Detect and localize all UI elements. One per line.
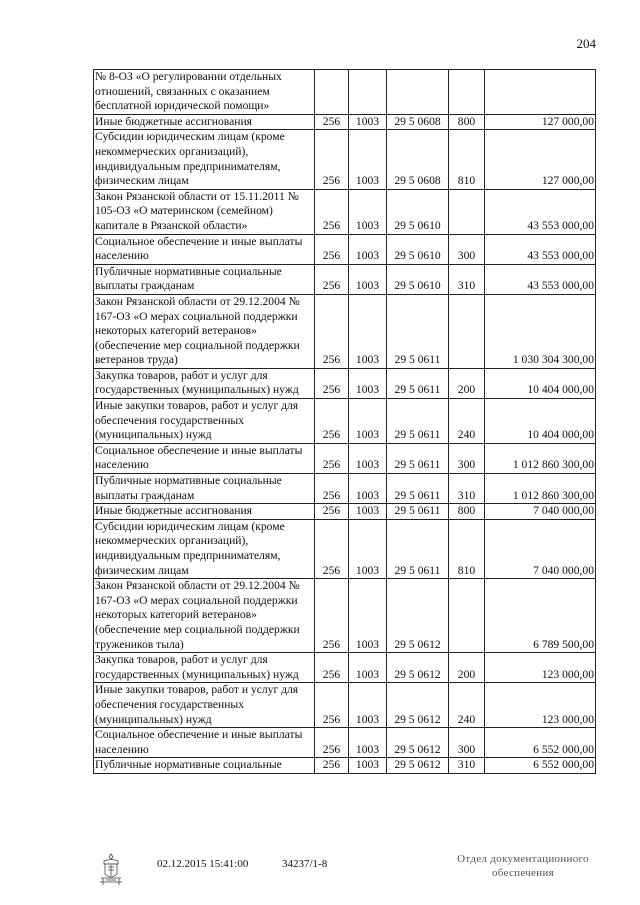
row-name-cell: Социальное обеспечение и иные выплаты населению xyxy=(94,443,315,473)
row-org-code-cell: 256 xyxy=(315,504,349,520)
footer-dept-line2: обеспечения xyxy=(491,867,555,879)
table-row xyxy=(94,399,596,444)
row-section-cell: 1003 xyxy=(349,579,387,653)
table-row xyxy=(94,519,596,578)
coat-of-arms-icon xyxy=(98,852,124,886)
row-target-article-cell: 29 5 0612 xyxy=(387,758,449,774)
row-amount-cell: 7 040 000,00 xyxy=(485,519,596,578)
row-section-cell: 1003 xyxy=(349,368,387,398)
row-name-cell: Социальное обеспечение и иные выплаты населению xyxy=(94,234,315,264)
row-section-cell: 1003 xyxy=(349,683,387,728)
row-expense-type-cell: 300 xyxy=(449,234,485,264)
row-expense-type-cell xyxy=(449,189,485,234)
row-org-code-cell: 256 xyxy=(315,294,349,368)
row-expense-type-cell: 310 xyxy=(449,264,485,294)
row-org-code-cell: 256 xyxy=(315,264,349,294)
row-expense-type-cell: 800 xyxy=(449,114,485,130)
row-amount-cell: 6 552 000,00 xyxy=(485,728,596,758)
row-expense-type-cell: 300 xyxy=(449,728,485,758)
row-expense-type-cell: 240 xyxy=(449,683,485,728)
row-name-cell: Закупка товаров, работ и услуг для государственных (муниципальных) нужд xyxy=(94,653,315,683)
row-amount-cell: 6 789 500,00 xyxy=(485,579,596,653)
row-org-code-cell: 256 xyxy=(315,234,349,264)
table-row xyxy=(94,130,596,189)
row-section-cell: 1003 xyxy=(349,189,387,234)
row-name-cell: Иные бюджетные ассигнования xyxy=(94,504,315,520)
row-section-cell: 1003 xyxy=(349,264,387,294)
row-expense-type-cell: 810 xyxy=(449,130,485,189)
table-row xyxy=(94,264,596,294)
row-target-article-cell: 29 5 0612 xyxy=(387,683,449,728)
table-row xyxy=(94,189,596,234)
row-expense-type-cell: 810 xyxy=(449,519,485,578)
row-section-cell: 1003 xyxy=(349,653,387,683)
table-row xyxy=(94,653,596,683)
row-org-code-cell: 256 xyxy=(315,579,349,653)
row-amount-cell: 123 000,00 xyxy=(485,683,596,728)
row-amount-cell: 127 000,00 xyxy=(485,114,596,130)
row-section-cell: 1003 xyxy=(349,234,387,264)
row-org-code-cell: 256 xyxy=(315,189,349,234)
row-target-article-cell: 29 5 0611 xyxy=(387,474,449,504)
row-expense-type-cell xyxy=(449,70,485,115)
row-target-article-cell: 29 5 0612 xyxy=(387,579,449,653)
footer xyxy=(0,852,640,892)
row-section-cell: 1003 xyxy=(349,758,387,774)
row-amount-cell: 10 404 000,00 xyxy=(485,399,596,444)
row-amount-cell: 6 552 000,00 xyxy=(485,758,596,774)
row-expense-type-cell xyxy=(449,579,485,653)
table-row xyxy=(94,728,596,758)
row-amount-cell: 1 012 860 300,00 xyxy=(485,474,596,504)
row-name-cell: Социальное обеспечение и иные выплаты населению xyxy=(94,728,315,758)
row-name-cell: Субсидии юридическим лицам (кроме некоммерческих организаций), индивидуальным предпринимателям, физическим лицам xyxy=(94,519,315,578)
row-target-article-cell: 29 5 0611 xyxy=(387,368,449,398)
row-target-article-cell: 29 5 0610 xyxy=(387,234,449,264)
row-amount-cell: 43 553 000,00 xyxy=(485,264,596,294)
row-name-cell: Закон Рязанской области от 29.12.2004 № 167-ОЗ «О мерах социальной поддержки некоторых категорий ветеранов» (обеспечение мер социальной поддержки тружеников тыла) xyxy=(94,579,315,653)
row-name-cell: Публичные нормативные социальные выплаты гражданам xyxy=(94,264,315,294)
row-name-cell: Иные закупки товаров, работ и услуг для обеспечения государственных (муниципальных) нужд xyxy=(94,683,315,728)
row-expense-type-cell: 300 xyxy=(449,443,485,473)
footer-dept-line1: Отдел документационного xyxy=(457,853,589,865)
row-name-cell: Закупка товаров, работ и услуг для государственных (муниципальных) нужд xyxy=(94,368,315,398)
row-target-article-cell: 29 5 0608 xyxy=(387,114,449,130)
row-name-cell: Закон Рязанской области от 29.12.2004 № 167-ОЗ «О мерах социальной поддержки некоторых категорий ветеранов» (обеспечение мер социальной поддержки ветеранов труда) xyxy=(94,294,315,368)
row-amount-cell: 43 553 000,00 xyxy=(485,189,596,234)
row-org-code-cell: 256 xyxy=(315,443,349,473)
page-number: 204 xyxy=(576,36,596,51)
row-name-cell: Публичные нормативные социальные выплаты гражданам xyxy=(94,474,315,504)
row-target-article-cell: 29 5 0611 xyxy=(387,399,449,444)
row-org-code-cell xyxy=(315,70,349,115)
row-section-cell: 1003 xyxy=(349,399,387,444)
row-amount-cell: 127 000,00 xyxy=(485,130,596,189)
row-section-cell xyxy=(349,70,387,115)
row-section-cell: 1003 xyxy=(349,519,387,578)
table-row xyxy=(94,504,596,520)
footer-doc-number: 34237/1-8 xyxy=(282,858,328,870)
row-target-article-cell: 29 5 0610 xyxy=(387,189,449,234)
table-row xyxy=(94,234,596,264)
row-amount-cell: 1 012 860 300,00 xyxy=(485,443,596,473)
row-section-cell: 1003 xyxy=(349,443,387,473)
row-name-cell: Иные бюджетные ассигнования xyxy=(94,114,315,130)
table-row xyxy=(94,368,596,398)
row-amount-cell: 123 000,00 xyxy=(485,653,596,683)
row-org-code-cell: 256 xyxy=(315,683,349,728)
row-amount-cell xyxy=(485,70,596,115)
row-target-article-cell: 29 5 0610 xyxy=(387,264,449,294)
table-row xyxy=(94,683,596,728)
row-org-code-cell: 256 xyxy=(315,368,349,398)
row-target-article-cell: 29 5 0611 xyxy=(387,519,449,578)
row-expense-type-cell xyxy=(449,294,485,368)
row-target-article-cell: 29 5 0612 xyxy=(387,728,449,758)
table-row xyxy=(94,474,596,504)
row-target-article-cell: 29 5 0611 xyxy=(387,504,449,520)
row-target-article-cell: 29 5 0612 xyxy=(387,653,449,683)
footer-department xyxy=(448,852,598,880)
row-name-cell: Публичные нормативные социальные xyxy=(94,758,315,774)
row-expense-type-cell: 200 xyxy=(449,653,485,683)
row-org-code-cell: 256 xyxy=(315,758,349,774)
row-expense-type-cell: 310 xyxy=(449,474,485,504)
row-org-code-cell: 256 xyxy=(315,519,349,578)
row-org-code-cell: 256 xyxy=(315,728,349,758)
budget-table xyxy=(93,69,596,774)
table-row xyxy=(94,70,596,115)
row-target-article-cell xyxy=(387,70,449,115)
row-section-cell: 1003 xyxy=(349,474,387,504)
row-expense-type-cell: 800 xyxy=(449,504,485,520)
row-amount-cell: 43 553 000,00 xyxy=(485,234,596,264)
row-name-cell: Иные закупки товаров, работ и услуг для обеспечения государственных (муниципальных) нужд xyxy=(94,399,315,444)
row-target-article-cell: 29 5 0608 xyxy=(387,130,449,189)
table-row xyxy=(94,579,596,653)
row-org-code-cell: 256 xyxy=(315,399,349,444)
row-expense-type-cell: 240 xyxy=(449,399,485,444)
row-section-cell: 1003 xyxy=(349,728,387,758)
row-section-cell: 1003 xyxy=(349,114,387,130)
row-section-cell: 1003 xyxy=(349,294,387,368)
footer-date: 02.12.2015 15:41:00 xyxy=(157,858,249,870)
row-section-cell: 1003 xyxy=(349,504,387,520)
row-amount-cell: 7 040 000,00 xyxy=(485,504,596,520)
row-amount-cell: 1 030 304 300,00 xyxy=(485,294,596,368)
row-target-article-cell: 29 5 0611 xyxy=(387,443,449,473)
table-row xyxy=(94,294,596,368)
row-target-article-cell: 29 5 0611 xyxy=(387,294,449,368)
table-row xyxy=(94,114,596,130)
row-name-cell: № 8-ОЗ «О регулировании отдельных отношений, связанных с оказанием бесплатной юридической помощи» xyxy=(94,70,315,115)
row-org-code-cell: 256 xyxy=(315,130,349,189)
row-name-cell: Субсидии юридическим лицам (кроме некоммерческих организаций), индивидуальным предпринимателям, физическим лицам xyxy=(94,130,315,189)
row-expense-type-cell: 200 xyxy=(449,368,485,398)
row-org-code-cell: 256 xyxy=(315,653,349,683)
row-org-code-cell: 256 xyxy=(315,474,349,504)
row-section-cell: 1003 xyxy=(349,130,387,189)
row-expense-type-cell: 310 xyxy=(449,758,485,774)
row-name-cell: Закон Рязанской области от 15.11.2011 № 105-ОЗ «О материнском (семейном) капитале в Рязанской области» xyxy=(94,189,315,234)
table-row xyxy=(94,758,596,774)
row-org-code-cell: 256 xyxy=(315,114,349,130)
row-amount-cell: 10 404 000,00 xyxy=(485,368,596,398)
table-row xyxy=(94,443,596,473)
